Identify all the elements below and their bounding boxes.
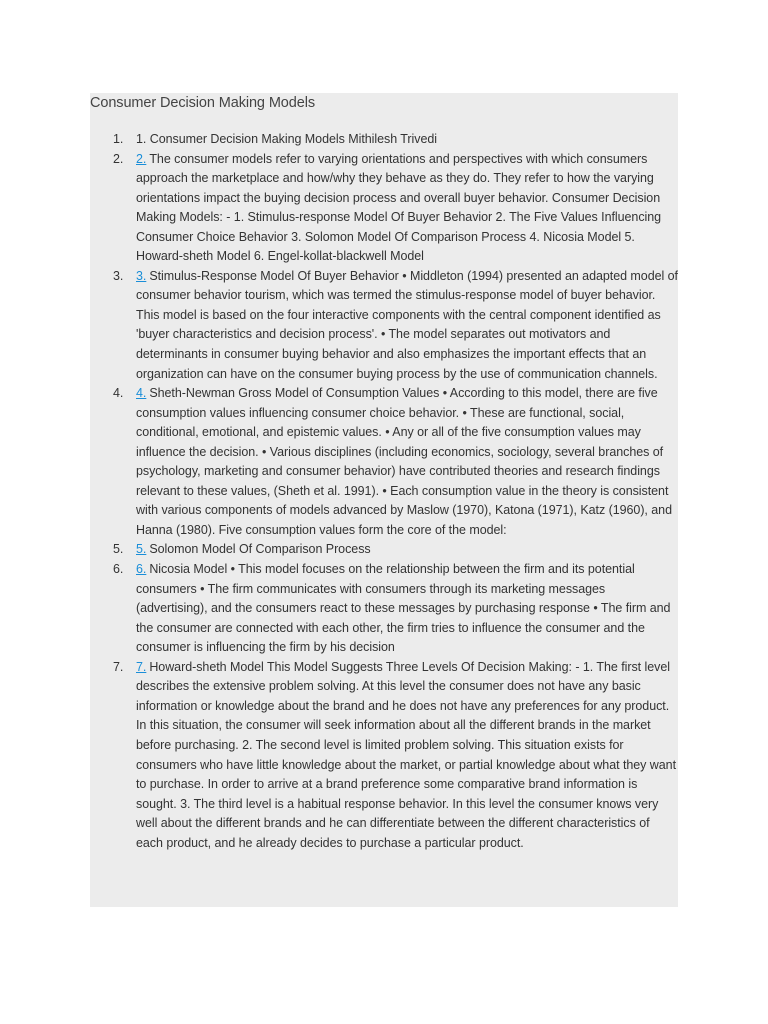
list-item (90, 658, 678, 853)
slide-link-6[interactable]: 6. (136, 562, 147, 577)
list-item-number: 7. (113, 659, 124, 674)
slide-link-3[interactable]: 3. (136, 268, 147, 283)
list-item-text: Nicosia Model • This model focuses on the relationship between the firm and its potential consumers • The firm communicates with consumers through its marketing messages (advertising), and the consumers react to these messages by purchasing response • The firm and the consumer are connected with each other, the firm tries to influence the consumer and the consumer is influencing the firm by his decision (136, 562, 671, 655)
list-item-number: 6. (113, 562, 124, 577)
list-item-number: 1. (113, 132, 124, 146)
list-item-number: 4. (113, 386, 124, 401)
list-item (90, 384, 678, 540)
list-item (90, 150, 678, 267)
document-title: Consumer Decision Making Models (90, 95, 315, 111)
slide-link-4[interactable]: 4. (136, 386, 147, 401)
list-item-number: 3. (113, 268, 124, 283)
list-item (90, 130, 678, 150)
list-item-text: 1. Consumer Decision Making Models Mithilesh Trivedi (136, 132, 437, 146)
list-item (90, 540, 678, 560)
slide-link-2[interactable]: 2. (136, 151, 147, 166)
list-item (90, 267, 678, 384)
slide-link-7[interactable]: 7. (136, 659, 147, 674)
slide-link-5[interactable]: 5. (136, 542, 147, 557)
list-item-number: 5. (113, 542, 124, 557)
document-content (90, 93, 678, 907)
list-item-text: Solomon Model Of Comparison Process (149, 542, 371, 557)
list-item-text: Stimulus-Response Model Of Buyer Behavior • Middleton (1994) presented an adapted model of consumer behavior tourism, which was termed the stimulus-response model of buyer behavior. This model is based on the four interactive components with the central component identified as 'buyer characteristics and decision process'. • The model separates out motivators and determinants in consumer buying behavior and also emphasizes the important effects that an organization can have on the consumer buying process by the use of communication channels. (136, 268, 678, 381)
slide-list (90, 130, 678, 853)
list-item-text: The consumer models refer to varying orientations and perspectives with which consumers approach the marketplace and how/why they behave as they do. They refer to how the varying orientations impact the buying decision process and overall buyer behavior. Consumer Decision Making Models: - 1. Stimulus-response Model Of Buyer Behavior 2. The Five Values Influencing Consumer Choice Behavior 3. Solomon Model Of Comparison Process 4. Nicosia Model 5. Howard-sheth Model 6. Engel-kollat-blackwell Model (136, 151, 662, 264)
list-item-text: Howard-sheth Model This Model Suggests Three Levels Of Decision Making: - 1. The first level describes the extensive problem solving. At this level the consumer does not have any basic information or knowledge about the brand and he does not have any preferences for any product. In this situation, the consumer will seek information about all the different brands in the market before purchasing. 2. The second level is limited problem solving. This situation exists for consumers who have little knowledge about the market, or partial knowledge about what they want to purchase. In order to arrive at a brand preference some comparative brand information is sought. 3. The third level is a habitual response behavior. In this level the consumer knows very well about the different brands and he can differentiate between the different characteristics of each product, and he already decides to purchase a particular product. (136, 659, 677, 850)
list-item-text: Sheth-Newman Gross Model of Consumption Values • According to this model, there are five consumption values influencing consumer choice behavior. • These are functional, social, conditional, emotional, and epistemic values. • Any or all of the five consumption values may influence the decision. • Various disciplines (including economics, sociology, several branches of psychology, marketing and consumer behavior) have contributed theories and research findings relevant to these values, (Sheth et al. 1991). • Each consumption value in the theory is consistent with various components of models advanced by Maslow (1970), Katona (1971), Katz (1960), and Hanna (1980). Five consumption values form the core of the model: (136, 386, 672, 537)
list-item-number: 2. (113, 151, 124, 166)
list-item (90, 560, 678, 658)
